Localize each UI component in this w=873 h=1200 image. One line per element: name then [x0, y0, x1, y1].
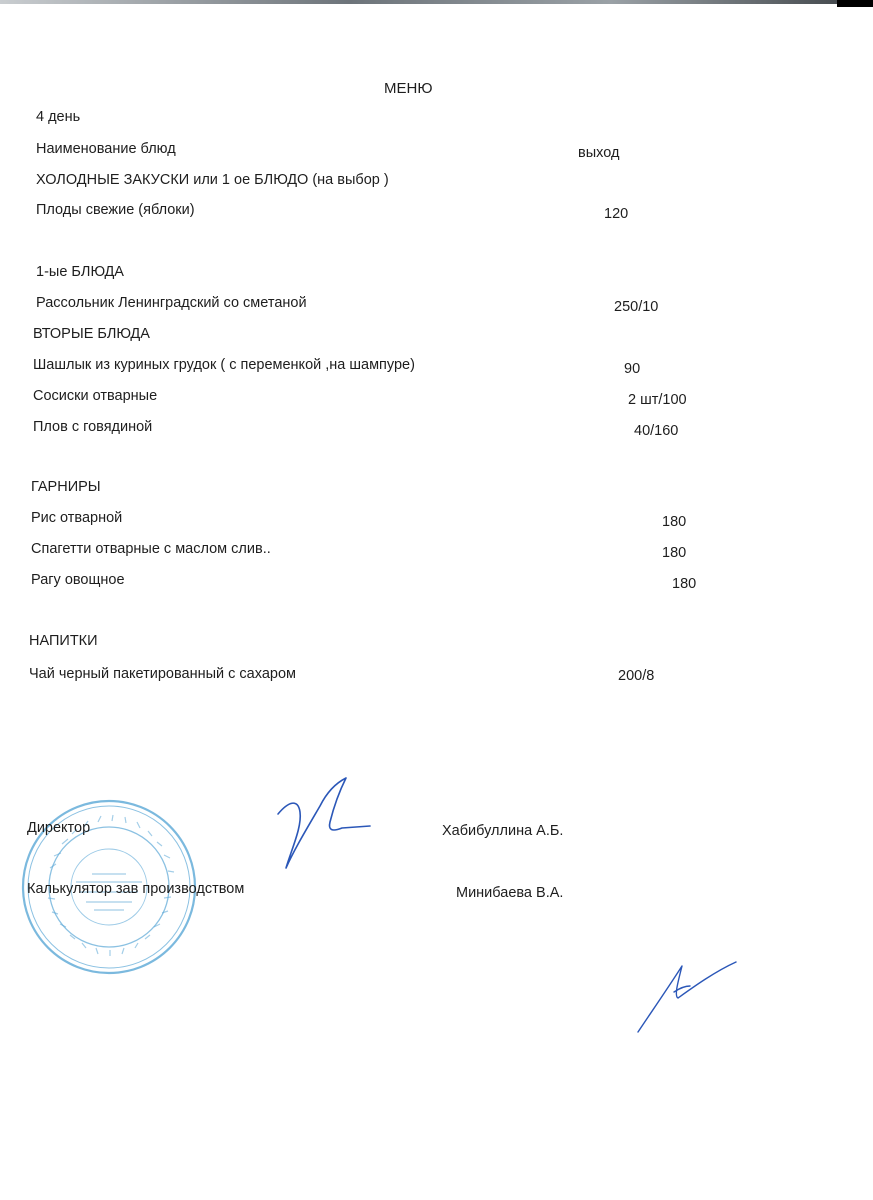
signature-person-director: Хабибуллина А.Б.	[442, 823, 564, 839]
signature-role-calculator: Калькулятор зав производством	[27, 881, 245, 897]
menu-title: МЕНЮ	[384, 80, 433, 97]
signature-role-director: Директор	[27, 820, 91, 836]
section-heading-cold-snacks: ХОЛОДНЫЕ ЗАКУСКИ или 1 ое БЛЮДО (на выбор )	[36, 172, 389, 188]
scan-corner-mark	[837, 0, 873, 7]
menu-item-name: Рис отварной	[31, 510, 123, 526]
section-heading-second-courses: ВТОРЫЕ БЛЮДА	[33, 326, 150, 342]
director-signature-icon	[270, 772, 374, 876]
signature-person-calculator: Минибаева В.А.	[456, 885, 564, 901]
menu-item-output: 90	[624, 361, 641, 377]
menu-item-output: 2 шт/100	[628, 392, 687, 408]
menu-item-name: Сосиски отварные	[33, 388, 158, 404]
scan-edge-top	[0, 0, 873, 4]
menu-item-name: Плоды свежие (яблоки)	[36, 202, 195, 218]
section-heading-garnishes: ГАРНИРЫ	[31, 479, 101, 495]
column-header-name: Наименование блюд	[36, 141, 176, 157]
menu-item-name: Шашлык из куриных грудок ( с переменкой ,на шампуре)	[33, 357, 415, 373]
section-heading-drinks: НАПИТКИ	[29, 633, 98, 649]
menu-item-name: Плов с говядиной	[33, 419, 153, 435]
section-heading-first-courses: 1-ые БЛЮДА	[36, 264, 124, 280]
column-header-output: выход	[578, 145, 620, 161]
menu-item-name: Рассольник Ленинградский со сметаной	[36, 295, 307, 311]
menu-item-output: 180	[672, 576, 697, 592]
menu-item-output: 180	[662, 514, 687, 530]
menu-item-output: 250/10	[614, 299, 659, 315]
menu-day: 4 день	[36, 109, 81, 125]
menu-item-output: 120	[604, 206, 629, 222]
calculator-signature-icon	[628, 948, 740, 1038]
menu-item-name: Спагетти отварные с маслом слив..	[31, 541, 271, 557]
menu-item-output: 200/8	[618, 668, 655, 684]
menu-item-name: Рагу овощное	[31, 572, 125, 588]
menu-item-name: Чай черный пакетированный с сахаром	[29, 666, 296, 682]
menu-item-output: 40/160	[634, 423, 679, 439]
menu-item-output: 180	[662, 545, 687, 561]
